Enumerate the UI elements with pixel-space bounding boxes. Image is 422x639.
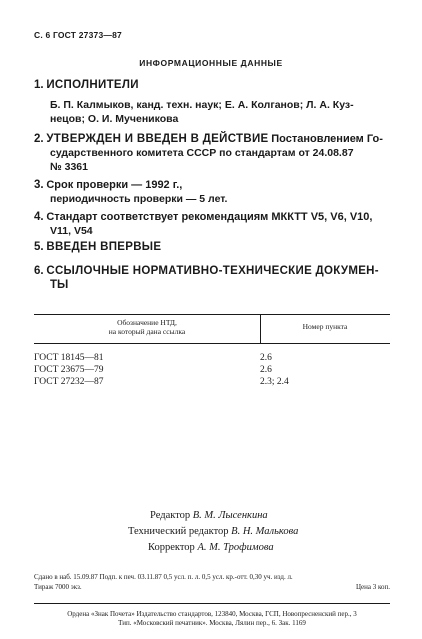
item-2-rest-1: Постановлением Го- — [271, 133, 383, 145]
item-2 — [34, 132, 390, 174]
table-header-clause: Номер пункта — [302, 322, 348, 331]
table-row — [34, 365, 390, 377]
table-row — [34, 377, 390, 389]
imprint-line-1: Сдано в наб. 15.09.87 Подп. к печ. 03.11.87 0,5 усл. п. л. 0,5 усл. кр.-отт. 0,30 уч. изд. л. — [34, 573, 293, 581]
section-title: ИНФОРМАЦИОННЫЕ ДАННЫЕ — [139, 58, 283, 68]
item-6-number: 6. — [34, 265, 44, 277]
item-5-title: ВВЕДЕН ВПЕРВЫЕ — [46, 241, 162, 253]
item-4-line-1: Стандарт соответствует рекомендациям МККТТ V5, V6, V10, — [46, 211, 373, 223]
credit-corrector-label: Корректор — [148, 542, 195, 553]
table-header-document-line-2: на который дана ссылка — [108, 327, 186, 336]
item-1-title: ИСПОЛНИТЕЛИ — [46, 79, 139, 91]
publisher-line-1: Ордена «Знак Почета» Издательство стандартов, 123840, Москва, ГСП, Новопресненский пер., 3 — [67, 610, 357, 618]
item-5-number: 5. — [34, 241, 44, 253]
item-3-line-2: периодичность проверки — 5 лет. — [50, 193, 228, 205]
table-header-document-line-1: Обозначение НТД, — [117, 318, 177, 327]
item-4 — [34, 210, 390, 238]
item-2-line-3: № 3361 — [50, 161, 88, 173]
imprint-price: Цена 3 коп. — [355, 583, 390, 591]
credit-editor-label: Редактор — [150, 510, 191, 521]
item-1-number: 1. — [34, 79, 44, 91]
credit-technical-editor-label: Технический редактор — [128, 526, 229, 537]
table-header-document — [34, 318, 260, 336]
credit-editor — [150, 510, 268, 521]
table-cell-clause: 2.6 — [260, 353, 272, 363]
item-6-title-2: ТЫ — [50, 279, 69, 291]
credit-editor-name: В. М. Лысенкина — [192, 510, 268, 521]
item-3-line-1: Срок проверки — 1992 г., — [46, 179, 183, 191]
credit-corrector-name: А. М. Трофимова — [197, 542, 274, 553]
imprint-line-2 — [34, 582, 390, 592]
item-3 — [34, 178, 390, 206]
table-cell-document: ГОСТ 23675—79 — [34, 365, 104, 375]
item-6-title: ССЫЛОЧНЫЕ НОРМАТИВНО-ТЕХНИЧЕСКИЕ ДОКУМЕН- — [46, 265, 379, 277]
item-4-number: 4. — [34, 211, 44, 223]
imprint-divider — [34, 603, 390, 604]
publisher-info — [34, 610, 390, 628]
table-cell-document: ГОСТ 27232—87 — [34, 377, 104, 387]
item-1 — [34, 78, 390, 126]
credit-technical-editor — [128, 526, 298, 537]
publisher-line-2: Тип. «Московский печатник». Москва, Лялин пер., 6. Зак. 1169 — [118, 619, 306, 627]
item-2-number: 2. — [34, 133, 44, 145]
item-6 — [34, 264, 390, 292]
item-2-title: УТВЕРЖДЕН И ВВЕДЕН В ДЕЙСТВИЕ — [46, 133, 269, 145]
item-1-line-2: нецов; О. И. Мученикова — [50, 113, 179, 125]
item-4-line-2: V11, V54 — [50, 225, 93, 237]
item-1-line-1: Б. П. Калмыков, канд. техн. наук; Е. А. Колганов; Л. А. Куз- — [50, 99, 354, 111]
table-cell-clause: 2.6 — [260, 365, 272, 375]
table-cell-clause: 2.3; 2.4 — [260, 377, 289, 387]
imprint-circulation: Тираж 7000 экз. — [34, 583, 82, 591]
item-2-line-2: сударственного комитета СССР по стандартам от 24.08.87 — [50, 147, 354, 159]
table-row — [34, 353, 390, 365]
credit-technical-editor-name: В. Н. Малькова — [231, 526, 299, 537]
page-header: С. 6 ГОСТ 27373—87 — [34, 30, 122, 40]
credit-corrector — [148, 542, 274, 553]
table-cell-document: ГОСТ 18145—81 — [34, 353, 104, 363]
item-5 — [34, 240, 390, 254]
item-3-number: 3. — [34, 179, 44, 191]
